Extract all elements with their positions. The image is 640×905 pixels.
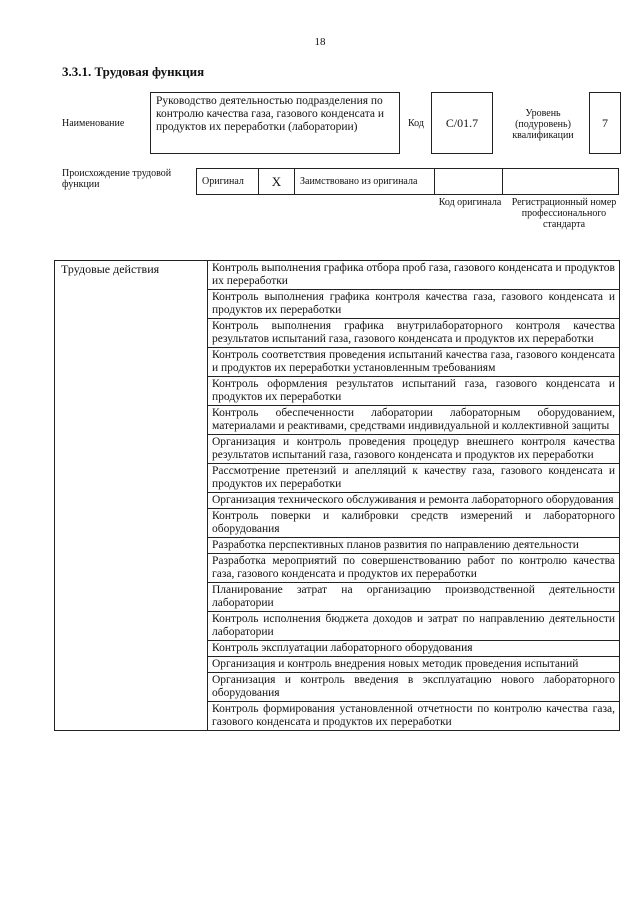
labor-action-item: Планирование затрат на организацию производственной деятельности лаборатории xyxy=(208,583,620,612)
labor-action-item: Контроль выполнения графика внутрилабораторного контроля качества результатов испытаний газа, газового конденсата и продуктов их переработки xyxy=(208,319,620,348)
name-label: Наименование xyxy=(62,118,125,129)
name-value-box: Руководство деятельностью подразделения по контролю качества газа, газового конденсата и продуктов их переработки (лаборатории) xyxy=(150,92,400,154)
labor-action-item: Организация и контроль внедрения новых методик проведения испытаний xyxy=(208,657,620,673)
labor-action-item: Контроль выполнения графика контроля качества газа, газового конденсата и продуктов их переработки xyxy=(208,290,620,319)
labor-action-item: Разработка мероприятий по совершенствованию работ по контролю качества газа, газового конденсата и продуктов их переработки xyxy=(208,554,620,583)
labor-action-item: Контроль поверки и калибровки средств измерений и лабораторного оборудования xyxy=(208,509,620,538)
origin-borrowed-label: Заимствовано из оригинала xyxy=(300,176,418,187)
labor-action-item: Контроль выполнения графика отбора проб газа, газового конденсата и продуктов их переработки xyxy=(208,261,620,290)
code-value-box: C/01.7 xyxy=(431,92,493,154)
labor-actions-table xyxy=(54,260,620,731)
origin-reg-cell xyxy=(503,169,619,195)
table-row xyxy=(55,261,620,290)
labor-action-item: Контроль исполнения бюджета доходов и затрат по направлению деятельности лаборатории xyxy=(208,612,620,641)
origin-code-label: Код оригинала xyxy=(438,197,502,208)
section-title: 3.3.1. Трудовая функция xyxy=(62,64,205,79)
origin-label: Происхождение трудовой функции xyxy=(62,168,172,190)
labor-action-item: Контроль оформления результатов испытаний газа, газового конденсата и продуктов их переработки xyxy=(208,377,620,406)
origin-original-label: Оригинал xyxy=(202,176,244,187)
labor-actions-header: Трудовые действия xyxy=(55,261,208,731)
origin-original-cell xyxy=(197,169,259,195)
labor-action-item: Рассмотрение претензий и апелляций к качеству газа, газового конденсата и продуктов их переработки xyxy=(208,464,620,493)
code-label: Код xyxy=(408,118,424,129)
labor-action-item: Контроль эксплуатации лабораторного оборудования xyxy=(208,641,620,657)
level-value-box: 7 xyxy=(589,92,621,154)
labor-action-item: Организация и контроль введения в эксплуатацию нового лабораторного оборудования xyxy=(208,673,620,702)
page-number: 18 xyxy=(314,36,326,48)
origin-code-cell xyxy=(435,169,503,195)
labor-action-item: Контроль соответствия проведения испытаний качества газа, газового конденсата и продуктов их переработки установленным требованиям xyxy=(208,348,620,377)
level-label: Уровень (подуровень) квалификации xyxy=(512,108,574,141)
labor-action-item: Контроль обеспеченности лаборатории лабораторным оборудованием, материалами и реактивами, средствами индивидуальной и коллективной защиты xyxy=(208,406,620,435)
origin-borrowed-cell xyxy=(295,169,435,195)
labor-action-item: Организация и контроль проведения процедур внешнего контроля качества результатов испытаний газа, газового конденсата и продуктов их переработки xyxy=(208,435,620,464)
labor-action-item: Разработка перспективных планов развития по направлению деятельности xyxy=(208,538,620,554)
origin-table xyxy=(196,168,619,195)
origin-reg-label: Регистрационный номер профессионального стандарта xyxy=(511,197,617,230)
labor-action-item: Контроль формирования установленной отчетности по контролю качества газа, газового конденсата и продуктов их переработки xyxy=(208,702,620,731)
labor-action-item: Организация технического обслуживания и ремонта лабораторного оборудования xyxy=(208,493,620,509)
origin-x-mark: X xyxy=(259,169,295,195)
